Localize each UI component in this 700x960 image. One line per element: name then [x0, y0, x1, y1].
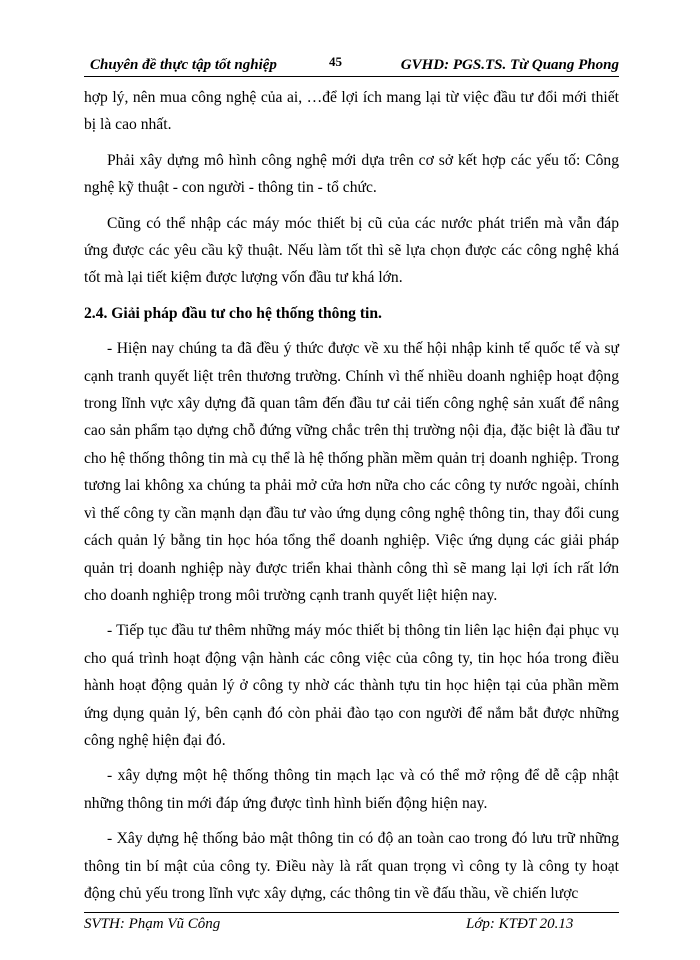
- paragraph-import-equipment: Cũng có thể nhập các máy móc thiết bị cũ của các nước phát triển mà vẫn đáp ứng được các yêu cầu kỹ thuật. Nếu làm tốt thì sẽ lựa chọn được các công nghệ khá tốt mà lại tiết kiệm được lượng vốn đầu tư khá lớn.: [84, 214, 619, 287]
- header-title: Chuyên đề thực tập tốt nghiệp: [90, 57, 277, 73]
- paragraph-continuation: hợp lý, nên mua công nghệ của ai, …để lợi ích mang lại từ việc đầu tư đổi mới thiết bị là cao nhất.: [84, 89, 619, 134]
- paragraph-technology-model: Phải xây dựng mô hình công nghệ mới dựa trên cơ sở kết hợp các yếu tố: Công nghệ kỹ thuật - con người - thông tin - tổ chức.: [84, 151, 619, 197]
- paragraph-security-system: - Xây dựng hệ thống bảo mật thông tin có độ an toàn cao trong đó lưu trữ những thông tin bí mật của công ty. Điều này là rất quan trọng vì công ty là công ty hoạt động chủ yếu trong lĩnh vực xây dựng, các thông tin về đấu thầu, về chiến lược: [84, 830, 619, 902]
- section-heading: 2.4. Giải pháp đầu tư cho hệ thống thông tin.: [84, 304, 382, 322]
- paragraph-equipment-investment: - Tiếp tục đầu tư thêm những máy móc thiết bị thông tin liên lạc hiện đại phục vụ cho quá trình hoạt động vận hành các công việc của công ty, tin học hóa trong điều hành hoạt động quản lý ở công ty nhờ các thành tựu tin học hiện tại của phần mềm ứng dụng quản lý, bên cạnh đó còn phải đào tạo con người để nắm bắt được những công nghệ hiện đại đó.: [84, 622, 619, 749]
- header-supervisor: GVHD: PGS.TS. Từ Quang Phong: [400, 57, 619, 73]
- footer-class: Lớp: KTĐT 20.13: [466, 916, 574, 932]
- paragraph-build-system: - xây dựng một hệ thống thông tin mạch lạc và có thể mở rộng để dễ cập nhật những thông tin mới đáp ứng được tình hình biến động hiện nay.: [84, 767, 619, 812]
- footer-student: SVTH: Phạm Vũ Công: [84, 916, 221, 932]
- page-body: [84, 84, 619, 907]
- page-header: [84, 54, 619, 77]
- paragraph-information-system: - Hiện nay chúng ta đã đều ý thức được về xu thế hội nhập kinh tế quốc tế và sự cạnh tranh quyết liệt trên thương trường. Chính vì thế nhiều doanh nghiệp hoạt động trong lĩnh vực xây dựng đã quan tâm đến đầu tư cải tiến công nghệ sản xuất để nâng cao sản phẩm tạo dựng chỗ đứng vững chắc trên thị trường nội địa, đặc biệt là đầu tư cho hệ thống thông tin mà cụ thể là hệ thống phần mềm quản trị doanh nghiệp. Trong tương lai không xa chúng ta phải mở cửa hơn nữa cho các công ty nước ngoài, chính vì thế công ty cần mạnh dạn đầu tư vào ứng dụng công nghệ thông tin, thay đổi cung cách quản lý bằng tin học hóa tổng thể doanh nghiệp. Việc ứng dụng các giải pháp quản trị doanh nghiệp này được triển khai thành công thì sẽ mang lại lợi ích rất lớn cho doanh nghiệp trong môi trường cạnh tranh quyết liệt hiện nay.: [84, 340, 619, 604]
- page-number: 45: [329, 54, 342, 69]
- page-footer: [84, 912, 619, 932]
